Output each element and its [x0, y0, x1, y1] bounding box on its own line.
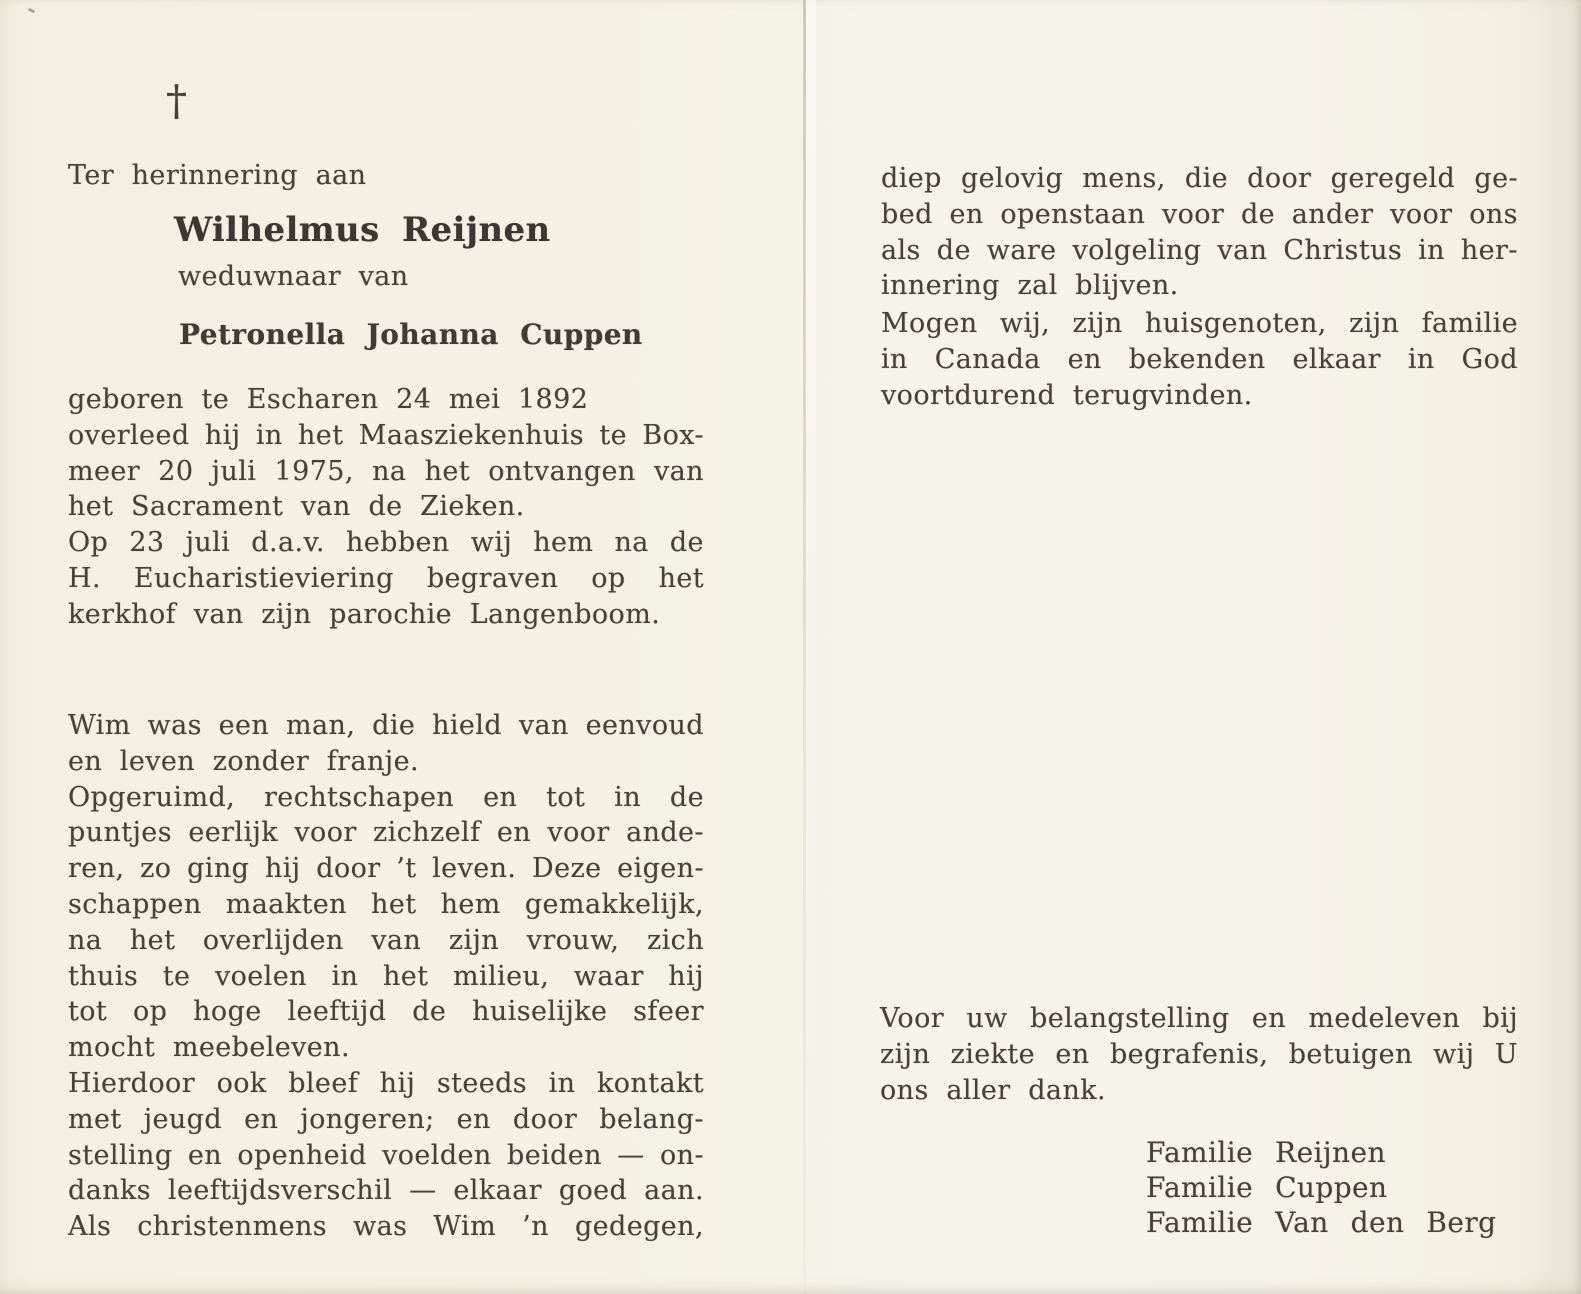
- text-line: bed en openstaan voor de ander voor ons: [881, 198, 1518, 230]
- family-signatures: [1146, 1135, 1496, 1241]
- text-line: diep gelovig mens, die door geregeld ge-: [881, 163, 1518, 194]
- text-line: meer 20 juli 1975, na het ontvangen van: [68, 455, 704, 487]
- text-line: Opgeruimd, rechtschapen en tot in de: [68, 781, 704, 813]
- text-line: puntjes eerlijk voor zichzelf en voor ande-: [68, 817, 704, 849]
- faith-paragraph: [881, 161, 1518, 304]
- text-line: Wim was een man, die hield van eenvoud: [68, 710, 704, 741]
- text-line: Als christenmens was Wim ’n gedegen,: [68, 1211, 704, 1243]
- text-line: H. Eucharistieviering begraven op het: [68, 562, 704, 594]
- text-line: ren, zo ging hij door ’t leven. Deze eigen-: [68, 853, 704, 885]
- text-line: Voor uw belangstelling en medeleven bij: [880, 1003, 1518, 1034]
- text-line: mocht meebeleven.: [68, 1032, 350, 1064]
- text-line: thuis te voelen in het milieu, waar hij: [68, 960, 704, 992]
- text-line: voortdurend terugvinden.: [881, 379, 1253, 411]
- intro-line: Ter herinnering aan: [68, 160, 367, 191]
- text-line: Familie Reijnen: [1146, 1136, 1386, 1169]
- text-line: geboren te Escharen 24 mei 1892: [68, 384, 589, 415]
- text-line: Familie Cuppen: [1146, 1171, 1388, 1205]
- paper-speck: [28, 8, 36, 14]
- memorial-cross-icon: †: [166, 76, 188, 125]
- spouse-name: Petronella Johanna Cuppen: [179, 318, 643, 351]
- text-line: het Sacrament van de Zieken.: [68, 491, 525, 523]
- fold-crease: [803, 0, 806, 1294]
- text-line: kerkhof van zijn parochie Langenboom.: [68, 598, 661, 630]
- life-dates-paragraph: [68, 382, 704, 633]
- text-line: stelling en openheid voelden beiden — on-: [68, 1139, 704, 1171]
- thanks-paragraph: [880, 1001, 1518, 1108]
- text-line: als de ware volgeling van Christus in her-: [881, 234, 1518, 266]
- text-line: danks leeftijdsverschil — elkaar goed aan.: [68, 1175, 704, 1207]
- relation-line: weduwnaar van: [178, 261, 409, 292]
- text-line: Op 23 juli d.a.v. hebben wij hem na de: [68, 527, 704, 559]
- text-line: Mogen wij, zijn huisgenoten, zijn familie: [881, 308, 1518, 339]
- text-line: overleed hij in het Maasziekenhuis te Box-: [68, 419, 704, 451]
- prayer-paragraph: [881, 306, 1518, 413]
- text-line: in Canada en bekenden elkaar in God: [881, 343, 1518, 375]
- text-line: schappen maakten het hem gemakkelijk,: [68, 888, 704, 920]
- text-line: tot op hoge leeftijd de huiselijke sfeer: [68, 996, 704, 1028]
- text-line: met jeugd en jongeren; en door belang-: [68, 1103, 704, 1135]
- deceased-name: Wilhelmus Reijnen: [174, 210, 551, 250]
- memorial-paragraph: [68, 708, 704, 1245]
- text-line: Hierdoor ook bleef hij steeds in kontakt: [68, 1067, 704, 1099]
- text-line: zijn ziekte en begrafenis, betuigen wij U: [880, 1038, 1518, 1070]
- text-line: na het overlijden van zijn vrouw, zich: [68, 924, 704, 956]
- text-line: Familie Van den Berg: [1146, 1206, 1497, 1240]
- text-line: ons aller dank.: [880, 1074, 1106, 1106]
- text-line: en leven zonder franje.: [68, 745, 419, 777]
- text-line: innering zal blijven.: [881, 270, 1179, 302]
